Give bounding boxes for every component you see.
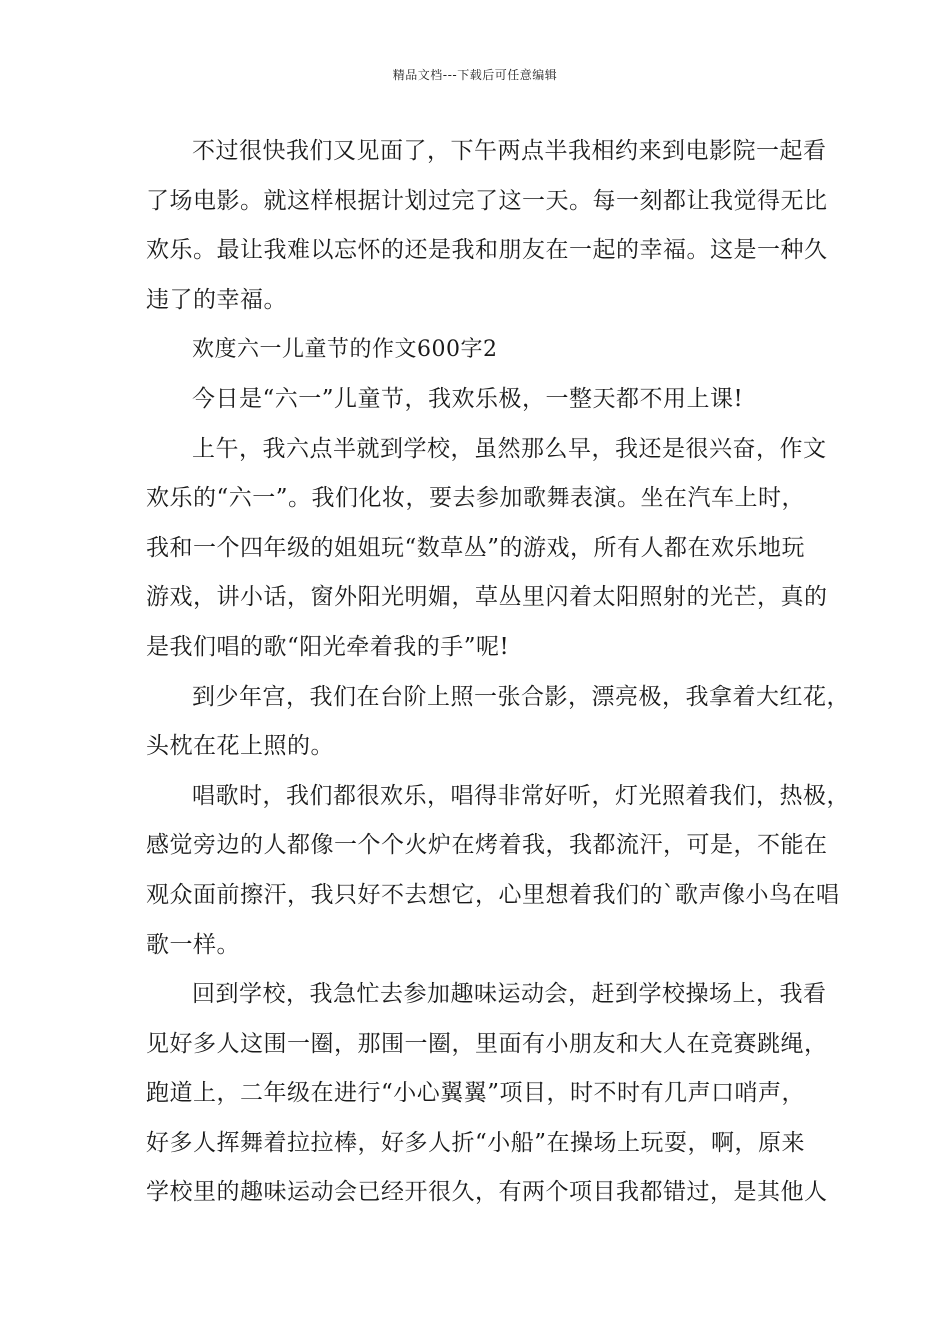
- text-line: 违了的幸福。: [146, 286, 287, 313]
- text-line: 好多人挥舞着拉拉棒，好多人折“小船”在操场上玩耍，啊，原来: [146, 1129, 806, 1156]
- text-line: 游戏，讲小话，窗外阳光明媚，草丛里闪着太阳照射的光芒，真的: [146, 584, 828, 611]
- text-line: 观众面前擦汗，我只好不去想它，心里想着我们的`歌声像小鸟在唱: [146, 881, 840, 908]
- text-line: 今日是“六一”儿童节，我欢乐极，一整天都不用上课!: [192, 385, 744, 412]
- text-line: 欢乐。最让我难以忘怀的还是我和朋友在一起的幸福。这是一种久: [146, 237, 828, 264]
- page-header: 精品文档---下载后可任意编辑: [392, 68, 558, 82]
- text-line: 跑道上，二年级在进行“小心翼翼”项目，时不时有几声口哨声，: [146, 1080, 806, 1107]
- text-line: 感觉旁边的人都像一个个火炉在烤着我，我都流汗，可是，不能在: [146, 832, 828, 859]
- text-line: 学校里的趣味运动会已经开很久，有两个项目我都错过，是其他人: [146, 1179, 828, 1206]
- text-line: 到少年宫，我们在台阶上照一张合影，漂亮极，我拿着大红花，: [192, 683, 850, 710]
- text-line: 了场电影。就这样根据计划过完了这一天。每一刻都让我觉得无比: [146, 187, 828, 214]
- text-line: 唱歌时，我们都很欢乐，唱得非常好听，灯光照着我们，热极，: [192, 782, 850, 809]
- section-title: 欢度六一儿童节的作文600字2: [192, 337, 498, 363]
- text-line: 上午，我六点半就到学校，虽然那么早，我还是很兴奋，作文: [192, 435, 827, 462]
- document-body: [146, 127, 850, 1218]
- text-line: 回到学校，我急忙去参加趣味运动会，赶到学校操场上，我看: [192, 981, 827, 1008]
- text-line: 欢乐的“六一”。我们化妆，要去参加歌舞表演。坐在汽车上时，: [146, 485, 806, 512]
- text-line: 见好多人这围一圈，那围一圈，里面有小朋友和大人在竞赛跳绳，: [146, 1030, 828, 1057]
- text-line: 不过很快我们又见面了，下午两点半我相约来到电影院一起看: [192, 138, 827, 164]
- text-line: 我和一个四年级的姐姐玩“数草丛”的游戏，所有人都在欢乐地玩: [146, 534, 806, 561]
- text-line: 头枕在花上照的。: [146, 733, 334, 760]
- text-line: 是我们唱的歌“阳光牵着我的手”呢!: [146, 633, 510, 660]
- text-line: 歌一样。: [146, 931, 240, 958]
